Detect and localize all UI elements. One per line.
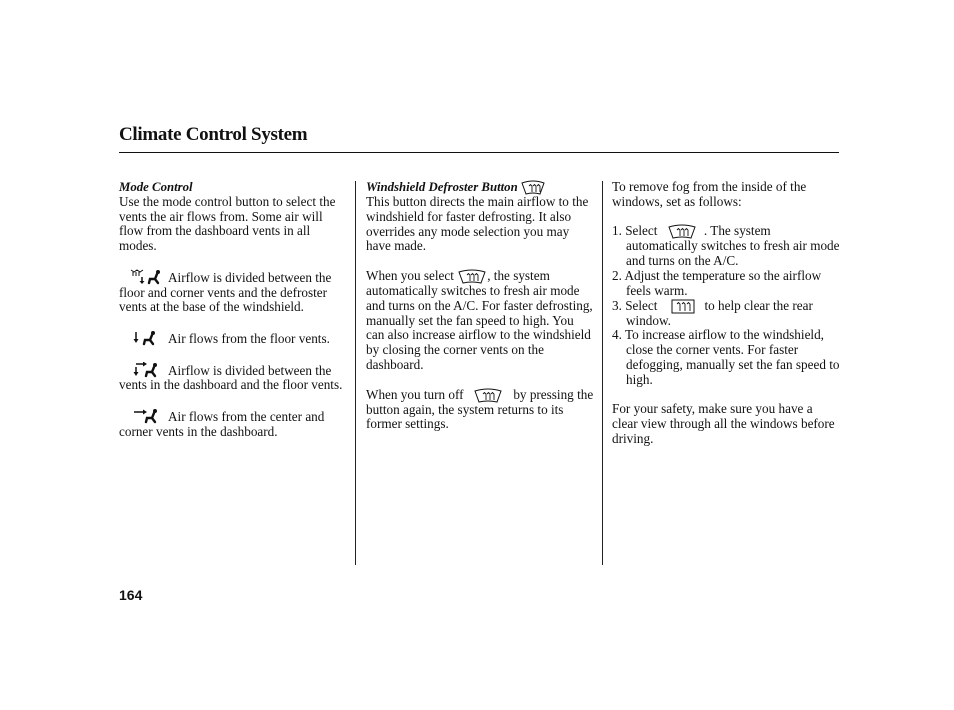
defog-column	[612, 180, 840, 447]
title-rule	[119, 152, 839, 153]
rear-defrost-icon	[671, 299, 695, 314]
mode-control-heading: Mode Control	[119, 180, 193, 194]
section-title: Climate Control System	[119, 124, 308, 145]
defroster-description: This button directs the main airflow to the windshield for faster defrosting. It also overrides any mode selection you may have made.	[366, 194, 589, 254]
page-number: 164	[119, 587, 143, 603]
defroster-column	[366, 180, 594, 432]
mode-control-column	[119, 180, 344, 440]
mode-description: Air flows from the floor vents.	[119, 330, 344, 347]
windshield-defrost-icon	[457, 269, 487, 284]
windshield-defrost-icon	[521, 180, 545, 195]
defog-step: 4. To increase airflow to the windshield, close the corner vents. For faster defogging, manually set the fan speed to high.	[612, 327, 840, 387]
bi-level-mode-icon	[119, 362, 165, 378]
column-divider	[355, 181, 356, 565]
mode-description: Airflow is divided between the floor and corner vents and the defroster vents at the base of the windshield.	[119, 269, 332, 315]
defroster-heading: Windshield Defroster Button	[366, 180, 594, 195]
windshield-defrost-icon	[473, 388, 503, 403]
mode-control-intro: Use the mode control button to select the vents the air flows from. Some air will flow from the dashboard vents in all modes.	[119, 193, 336, 254]
defog-step: 3. Select to help clear the rear window.	[612, 297, 813, 328]
column-divider	[602, 181, 603, 565]
defroster-off-text: When you turn off by pressing the button again, the system returns to its former settings.	[366, 386, 594, 432]
defog-intro: To remove fog from the inside of the windows, set as follows:	[612, 179, 807, 209]
dashboard-mode-icon	[119, 408, 165, 424]
floor-defrost-mode-icon	[119, 269, 165, 285]
floor-mode-icon	[119, 330, 165, 346]
mode-description: Airflow is divided between the vents in the dashboard and the floor vents.	[119, 362, 343, 393]
defroster-select-text: When you select , the system automatically switches to fresh air mode and turns on the A/C. For faster defrosting, manually set the fan speed to high. You can also increase airflow to the windshield by closing the corner vents on the dashboard.	[366, 267, 593, 372]
windshield-defrost-icon	[667, 224, 697, 239]
defog-step: 2. Adjust the temperature so the airflow feels warm.	[612, 267, 822, 298]
defog-step: 1. Select . The system automatically switches to fresh air mode and turns on the A/C.	[612, 223, 840, 269]
mode-description: Air flows from the center and corner vents in the dashboard.	[119, 408, 325, 439]
safety-note: For your safety, make sure you have a clear view through all the windows before driving.	[612, 401, 835, 446]
